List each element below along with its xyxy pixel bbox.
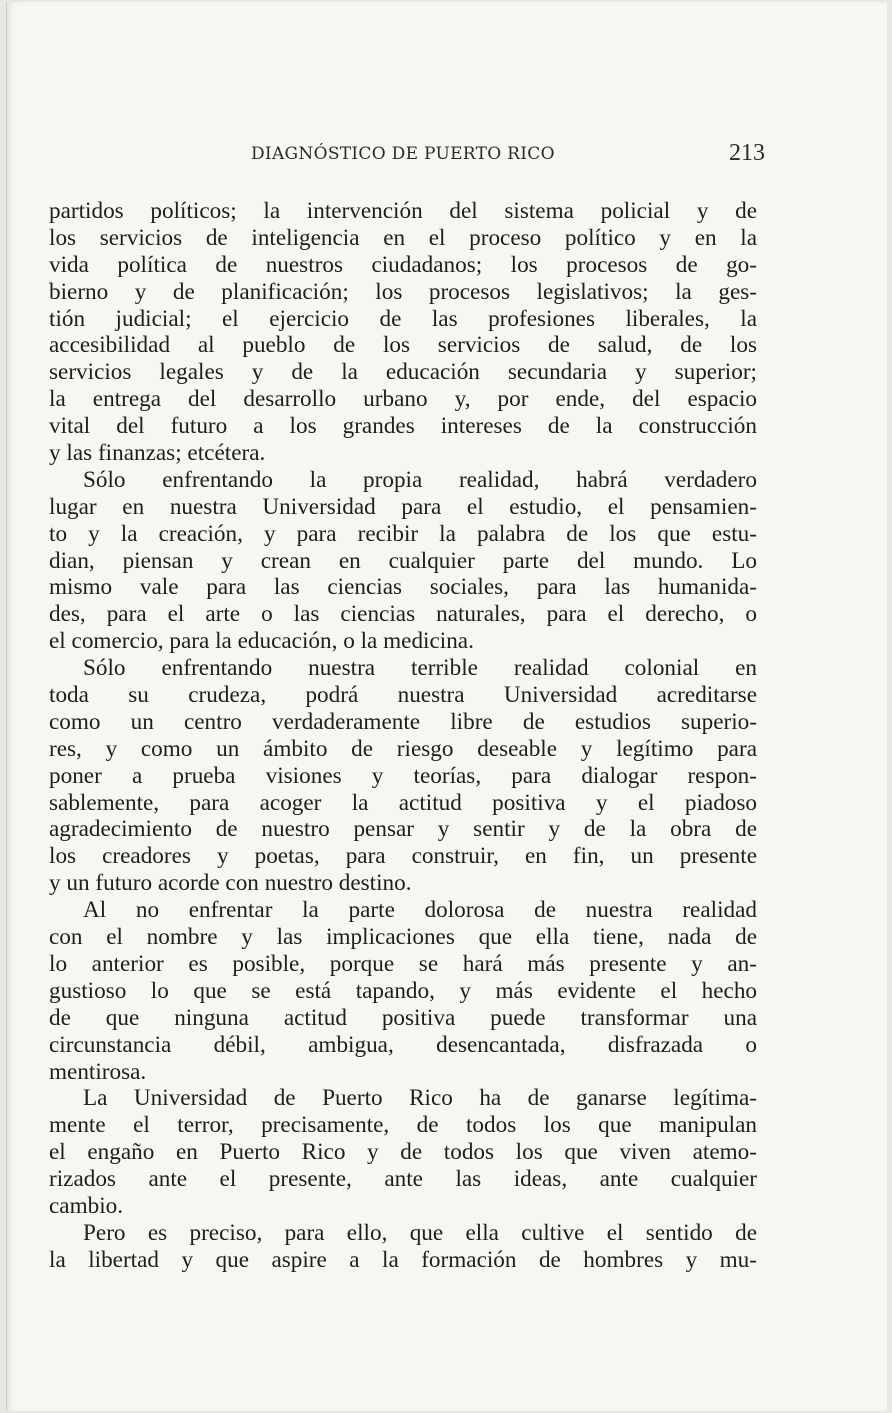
text-line: como un centro verdaderamente libre de estudios superio- [49, 708, 757, 735]
text-line: los creadores y poetas, para construir, en fin, un presente [49, 843, 757, 870]
text-line: lo anterior es posible, porque se hará más presente y an- [49, 950, 757, 977]
text-line: circunstancia débil, ambigua, desencantada, disfrazada o [49, 1031, 757, 1058]
text-line: la entrega del desarrollo urbano y, por ende, del espacio [49, 386, 757, 413]
text-line: Al no enfrentar la parte dolorosa de nuestra realidad [83, 897, 757, 924]
running-header: DIAGNÓSTICO DE PUERTO RICO [251, 144, 555, 164]
text-line: partidos políticos; la intervención del sistema policial y de [49, 198, 757, 224]
text-line: La Universidad de Puerto Rico ha de ganarse legítima- [83, 1085, 757, 1112]
text-line: rizados ante el presente, ante las ideas, ante cualquier [49, 1166, 757, 1193]
text-line: to y la creación, y para recibir la palabra de los que estu- [49, 520, 757, 547]
text-line: accesibilidad al pueblo de los servicios de salud, de los [49, 332, 757, 359]
text-line: mentirosa. [49, 1058, 147, 1085]
body-text [49, 198, 757, 1274]
text-line: Pero es preciso, para ello, que ella cultive el sentido de [83, 1219, 757, 1246]
text-line: Sólo enfrentando la propia realidad, habrá verdadero [83, 466, 757, 493]
text-line: vital del futuro a los grandes intereses de la construcción [49, 413, 757, 440]
text-line: tión judicial; el ejercicio de las profesiones liberales, la [49, 305, 757, 332]
page-number: 213 [729, 140, 765, 166]
text-line: mismo vale para las ciencias sociales, para las humanida- [49, 574, 757, 601]
text-line: sablemente, para acoger la actitud positiva y el piadoso [49, 789, 757, 816]
text-line: lugar en nuestra Universidad para el estudio, el pensamien- [49, 493, 757, 520]
text-line: gustioso lo que se está tapando, y más evidente el hecho [49, 977, 757, 1004]
text-line: agradecimiento de nuestro pensar y sentir y de la obra de [49, 816, 757, 843]
text-line: el engaño en Puerto Rico y de todos los que viven atemo- [49, 1139, 757, 1166]
text-line: y un futuro acorde con nuestro destino. [49, 870, 412, 897]
text-line: servicios legales y de la educación secundaria y superior; [49, 359, 757, 386]
text-line: Sólo enfrentando nuestra terrible realidad colonial en [83, 655, 757, 682]
text-line: bierno y de planificación; los procesos legislativos; la ges- [49, 278, 757, 305]
text-line: toda su crudeza, podrá nuestra Universidad acreditarse [49, 682, 757, 709]
text-line: y las finanzas; etcétera. [49, 440, 266, 467]
text-line: res, y como un ámbito de riesgo deseable y legítimo para [49, 735, 757, 762]
book-page [6, 2, 887, 1411]
text-line: cambio. [49, 1192, 124, 1219]
text-line: la libertad y que aspire a la formación de hombres y mu- [49, 1246, 757, 1273]
text-line: poner a prueba visiones y teorías, para dialogar respon- [49, 762, 757, 789]
text-line: con el nombre y las implicaciones que ella tiene, nada de [49, 924, 757, 951]
text-line: los servicios de inteligencia en el proceso político y en la [49, 224, 757, 251]
text-line: el comercio, para la educación, o la medicina. [49, 628, 474, 655]
text-line: des, para el arte o las ciencias naturales, para el derecho, o [49, 601, 757, 628]
text-line: dian, piensan y crean en cualquier parte del mundo. Lo [49, 547, 757, 574]
text-line: vida política de nuestros ciudadanos; los procesos de go- [49, 251, 757, 278]
text-line: de que ninguna actitud positiva puede transformar una [49, 1004, 757, 1031]
text-line: mente el terror, precisamente, de todos los que manipulan [49, 1112, 757, 1139]
